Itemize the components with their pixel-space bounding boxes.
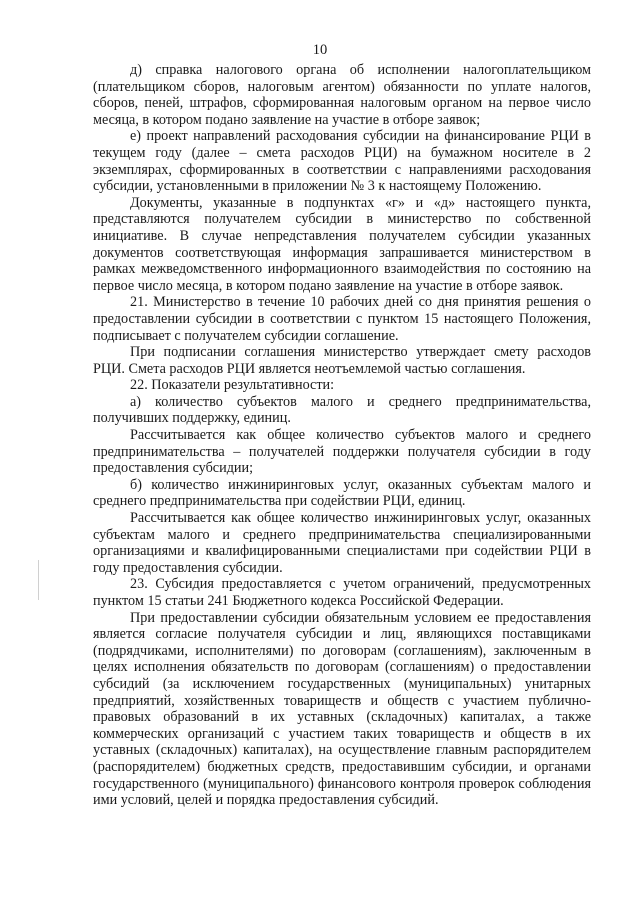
paragraph-indicator-a: а) количество субъектов малого и среднего предпринимательства, получивших поддержку, единиц.	[93, 393, 591, 427]
paragraph-cost-estimate: При подписании соглашения министерство утверждает смету расходов РЦИ. Смета расходов РЦИ является неотъемлемой частью соглашения.	[93, 344, 591, 377]
paragraph-subitem-e: е) проект направлений расходования субсидии на финансирование РЦИ в текущем году (далее – смета расходов РЦИ) на бумажном носителе в 2 экземплярах, сформированных в соответствии с направлениями расходования субсидии, установленными в приложении № 3 к настоящему Положению.	[93, 128, 591, 195]
document-body	[93, 62, 591, 809]
paragraph-indicator-a-calc: Рассчитывается как общее количество субъектов малого и среднего предпринимательства – получателей поддержки получателя субсидии в году предоставления субсидии;	[93, 427, 591, 477]
paragraph-item-23: 23. Субсидия предоставляется с учетом ограничений, предусмотренных пунктом 15 статьи 241 Бюджетного кодекса Российской Федерации.	[93, 576, 591, 609]
paragraph-item-22: 22. Показатели результативности:	[130, 377, 335, 394]
paragraph-control-consent: При предоставлении субсидии обязательным условием ее предоставления является согласие получателя субсидии и лиц, являющихся поставщиками (подрядчиками, исполнителями) по договорам (соглашениям), заключенным в целях исполнения обязательств по договорам (соглашениям) о предоставлении субсидий (за исключением государственных (муниципальных) унитарных предприятий, хозяйственных товариществ и обществ с участием публично-правовых образований в их уставных (складочных) капиталах, а также коммерческих организаций с участием таких товариществ и обществ в их уставных (складочных) капиталах), на осуществление главным распорядителем (распорядителем) бюджетных средств, предоставившим субсидии, и органами государственного (муниципального) финансового контроля проверок соблюдения ими условий, целей и порядка предоставления субсидий.	[93, 609, 591, 809]
paragraph-indicator-b-calc: Рассчитывается как общее количество инжиниринговых услуг, оказанных субъектам малого и среднего предпринимательства специализированными организациями и квалифицированными специалистами при содействии РЦИ в году предоставления субсидии.	[93, 510, 591, 576]
paragraph-item-21: 21. Министерство в течение 10 рабочих дней со дня принятия решения о предоставлении субсидии в соответствии с пунктом 15 настоящего Положения, подписывает с получателем субсидии соглашение.	[93, 294, 591, 344]
page-number: 10	[312, 42, 328, 58]
paragraph-documents-submission: Документы, указанные в подпунктах «г» и «д» настоящего пункта, представляются получателем субсидии в министерство по собственной инициативе. В случае непредставления получателем субсидии указанных документов соответствующая информация запрашивается министерством в рамках межведомственного информационного взаимодействия по состоянию на первое число месяца, в котором подано заявление на участие в отборе заявок.	[93, 194, 591, 294]
paragraph-subitem-d: д) справка налогового органа об исполнении налогоплательщиком (плательщиком сборов, налоговым агентом) обязанности по уплате налогов, сборов, пеней, штрафов, сформированная налоговым органом на первое число месяца, в котором подано заявление на участие в отборе заявок;	[93, 62, 591, 128]
paragraph-indicator-b: б) количество инжиниринговых услуг, оказанных субъектам малого и среднего предпринимательства при содействии РЦИ, единиц.	[93, 476, 591, 510]
scan-margin-mark	[38, 560, 39, 600]
